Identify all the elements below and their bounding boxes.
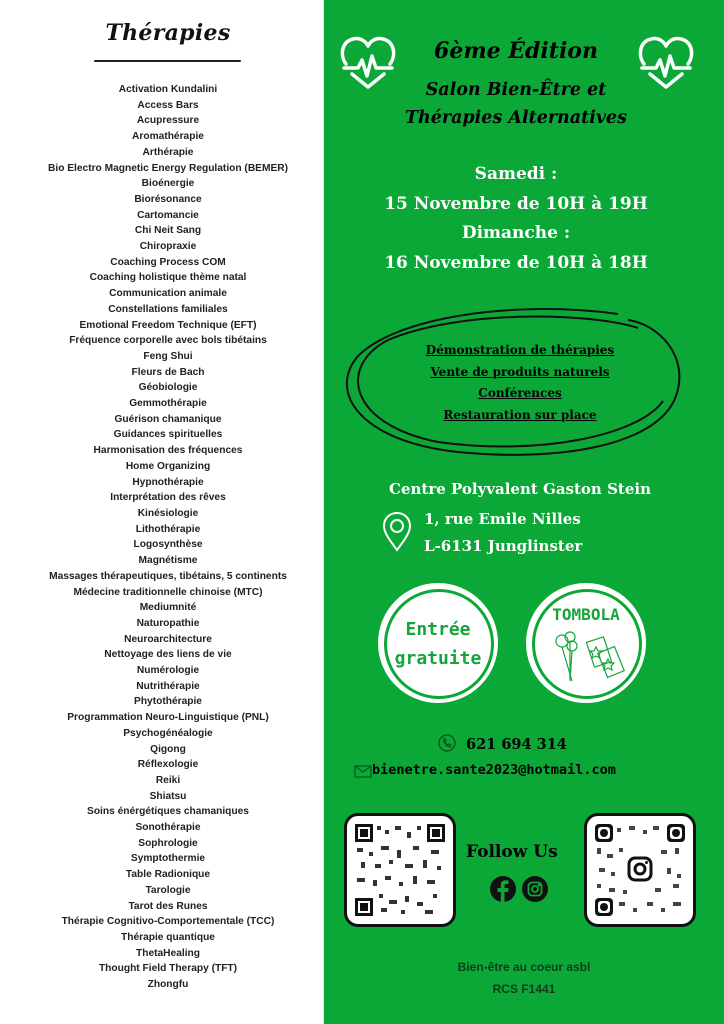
therapy-item: Fleurs de Bach [131, 366, 205, 378]
therapy-item: Bio Electro Magnetic Energy Regulation (BEMER) [48, 162, 288, 174]
therapy-item: Géobiologie [138, 382, 198, 394]
event-title [324, 76, 708, 132]
organizer-name: Bien-être au coeur asbl [457, 960, 591, 974]
therapy-item: Acupressure [136, 115, 200, 127]
therapy-item: Zhongfu [147, 979, 189, 991]
therapy-item: Programmation Neuro-Linguistique (PNL) [67, 712, 269, 724]
activity-item: Vente de produits naturels [430, 364, 610, 379]
activities-list [324, 340, 716, 426]
therapy-item: Lithothérapie [135, 523, 201, 535]
therapy-item: Réflexologie [137, 759, 199, 771]
therapy-item: Guidances spirituelles [113, 429, 223, 441]
therapy-item: Sophrologie [138, 837, 198, 849]
therapy-item: Psychogénéalogie [123, 727, 213, 739]
therapy-item: Interprétation des rêves [110, 492, 226, 504]
therapy-item: Chiropraxie [139, 241, 197, 253]
therapy-item: Fréquence corporelle avec bols tibétains [69, 335, 267, 347]
tombola-text: TOMBOLA [552, 605, 620, 624]
event-title-line2: Thérapies Alternatives [404, 108, 627, 128]
therapy-item: Coaching Process COM [110, 256, 226, 268]
therapy-item: Numérologie [136, 665, 200, 677]
therapy-item: Table Radionique [125, 869, 211, 881]
therapy-item: Chi Neit Sang [134, 225, 202, 237]
organizer-rcs: RCS F1441 [492, 982, 556, 996]
envelope-icon [354, 765, 372, 778]
balloons-tickets-icon [550, 631, 630, 687]
therapy-item: ThetaHealing [136, 947, 200, 959]
activity-item: Conférences [478, 386, 562, 400]
therapy-item: Médecine traditionnelle chinoise (MTC) [73, 586, 263, 598]
therapy-item: Access Bars [137, 99, 199, 111]
therapy-item: Hypnothérapie [132, 476, 204, 488]
day2-time: 16 Novembre de 10H à 18H [384, 252, 648, 273]
therapy-item: Home Organizing [125, 460, 211, 472]
therapy-item: Symptothermie [130, 853, 206, 865]
therapy-item: Tarologie [145, 884, 191, 896]
therapy-item: Bioénergie [141, 178, 195, 190]
tombola-badge [526, 583, 646, 703]
therapy-item: Activation Kundalini [118, 84, 218, 95]
therapy-item: Nettoyage des liens de vie [104, 649, 232, 661]
therapy-item: Phytothérapie [134, 696, 202, 708]
therapy-item: Coaching holistique thème natal [89, 272, 247, 284]
therapy-item: Logosynthèse [133, 539, 203, 551]
venue-name: Centre Polyvalent Gaston Stein [389, 480, 651, 498]
therapy-item: Biorésonance [134, 193, 202, 205]
therapy-item: Qigong [150, 743, 186, 755]
therapy-item: Communication animale [109, 288, 227, 300]
event-title-line1: Salon Bien-Être et [425, 80, 607, 100]
edition-heading: 6ème Édition [434, 38, 598, 64]
phone-number[interactable]: 621 694 314 [466, 736, 567, 753]
therapy-item: Gemmothérapie [129, 398, 207, 410]
organizer-info [324, 956, 724, 1000]
instagram-qr-code[interactable] [584, 813, 696, 927]
therapy-item: Cartomancie [137, 209, 199, 221]
therapy-item: Emotional Freedom Technique (EFT) [79, 319, 257, 331]
therapy-item: Mediumnité [139, 602, 197, 614]
therapies-panel [0, 0, 324, 1024]
phone-icon [438, 734, 456, 752]
event-panel [324, 0, 724, 1024]
map-pin-icon [382, 512, 412, 552]
therapy-item: Reiki [155, 774, 181, 786]
therapy-item: Aromathérapie [132, 131, 204, 143]
therapy-item: Constellations familiales [108, 303, 228, 315]
facebook-icon[interactable] [490, 876, 516, 902]
free-entry-text [378, 615, 498, 673]
free-entry-line1: Entrée [405, 619, 471, 640]
activity-item: Démonstration de thérapies [425, 343, 615, 357]
therapy-item: Shiatsu [149, 790, 187, 802]
address-line2: L-6131 Junglinster [424, 537, 583, 555]
therapy-item: Neuroarchitecture [124, 633, 212, 645]
therapies-title: Thérapies [105, 20, 231, 46]
therapy-item: Kinésiologie [137, 507, 199, 519]
email-address[interactable]: bienetre.sante2023@hotmail.com [372, 762, 616, 778]
therapy-item: Nutrithérapie [136, 680, 200, 692]
free-entry-line2: gratuite [394, 648, 482, 669]
follow-us-label: Follow Us [466, 842, 558, 862]
therapy-item: Soins énérgétiques chamaniques [87, 806, 249, 818]
therapy-item: Guérison chamanique [114, 413, 222, 425]
therapy-item: Naturopathie [136, 617, 200, 629]
qr-code-pattern [355, 824, 445, 916]
therapy-item: Magnétisme [138, 555, 198, 567]
event-dates [324, 160, 708, 278]
facebook-qr-code[interactable] [344, 813, 456, 927]
therapy-item: Thérapie quantique [121, 931, 215, 943]
therapy-item: Thérapie Cognitivo-Comportementale (TCC) [61, 916, 275, 928]
therapy-item: Sonothérapie [135, 822, 201, 834]
therapies-list [0, 82, 336, 993]
therapy-item: Feng Shui [143, 350, 193, 362]
day2-label: Dimanche : [461, 223, 571, 243]
instagram-icon[interactable] [522, 876, 548, 902]
activity-item: Restauration sur place [443, 407, 597, 422]
therapy-item: Tarot des Runes [128, 900, 208, 912]
free-entry-badge [378, 583, 498, 703]
venue-address [424, 506, 582, 560]
title-underline [94, 60, 241, 62]
qr-code-pattern [595, 824, 685, 916]
therapy-item: Arthérapie [142, 146, 194, 158]
therapy-item: Thought Field Therapy (TFT) [98, 963, 238, 975]
day1-label: Samedi : [474, 164, 558, 184]
address-line1: 1, rue Emile Nilles [424, 510, 581, 528]
day1-time: 15 Novembre de 10H à 19H [384, 193, 648, 214]
therapy-item: Harmonisation des fréquences [93, 445, 243, 457]
therapy-item: Massages thérapeutiques, tibétains, 5 continents [49, 570, 287, 582]
